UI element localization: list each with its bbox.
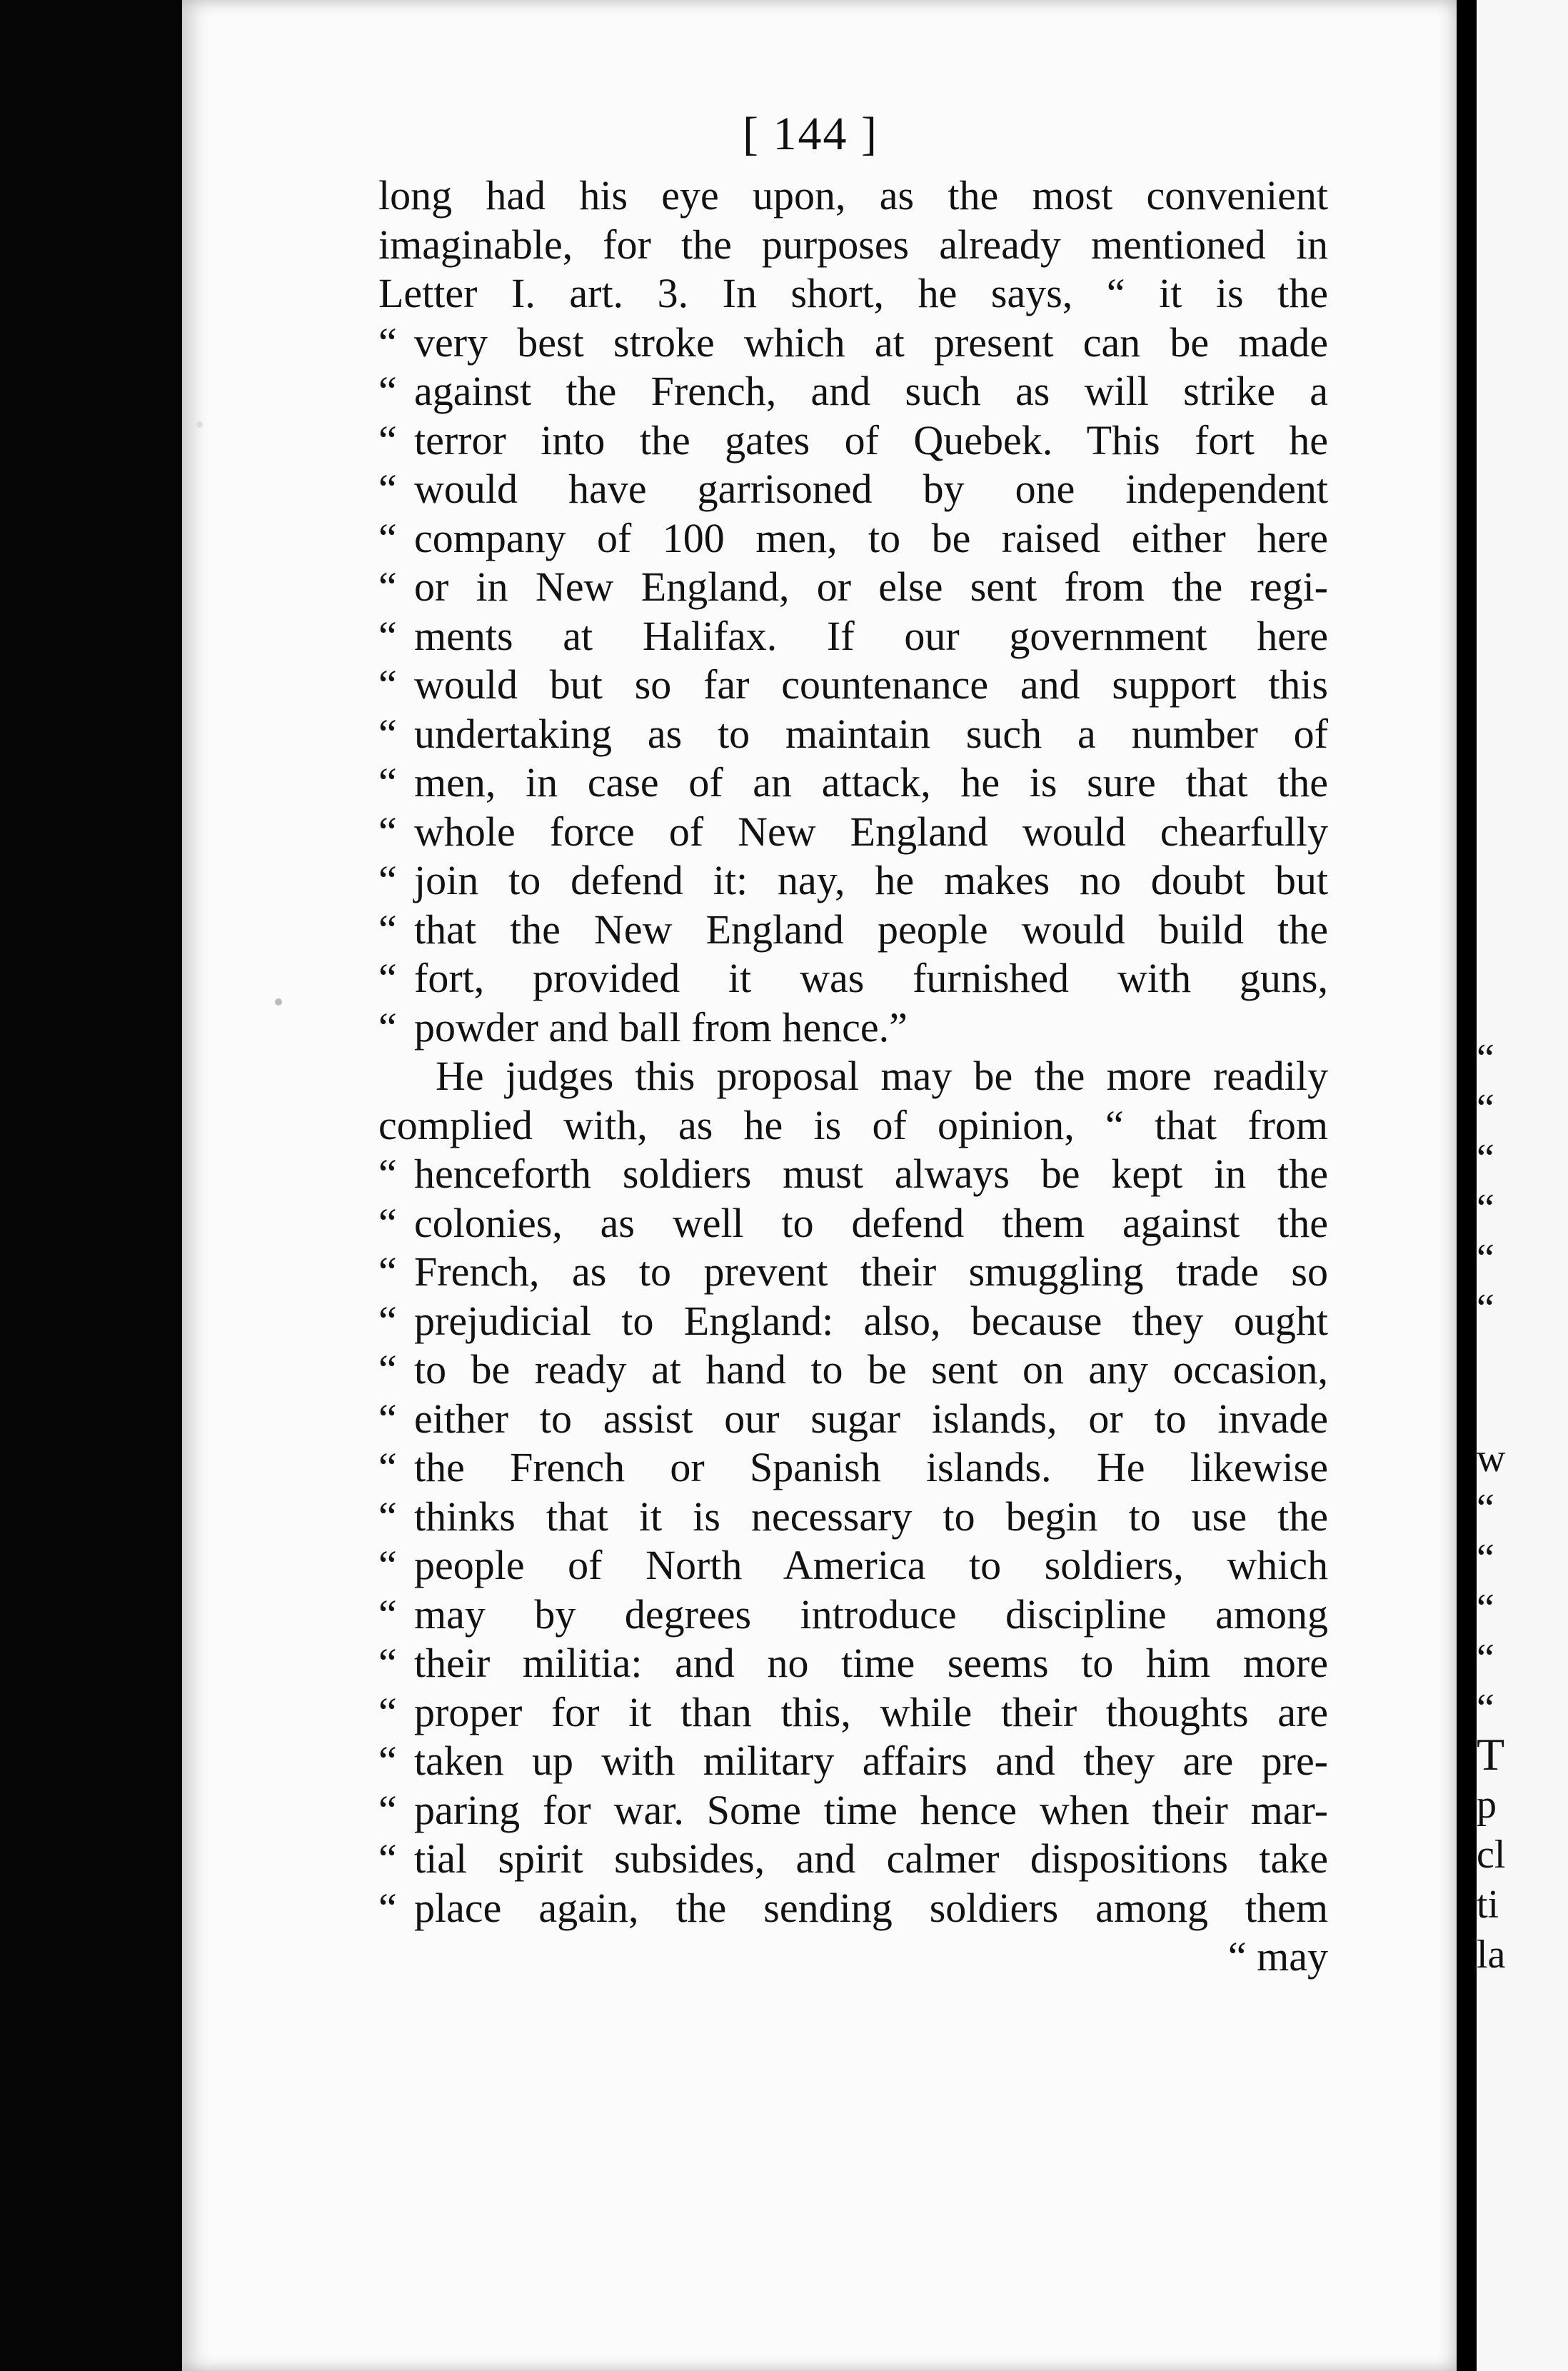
text-line: Letter I. art. 3. In short, he says, “ it is the: [378, 270, 1328, 316]
text-line: complied with, as he is of opinion, “ that from: [378, 1101, 1328, 1148]
text-line: “ that the New England people would build the: [378, 906, 1328, 953]
text-line: He judges this proposal may be the more readily: [436, 1053, 1328, 1099]
text-line: “ ments at Halifax. If our government here: [378, 612, 1328, 659]
text-line: “ join to defend it: nay, he makes no doubt but: [378, 857, 1328, 903]
text-line: “ very best stroke which at present can be made: [378, 319, 1328, 366]
paper-speck: [275, 998, 282, 1006]
fragment-text: T: [1477, 1729, 1505, 1780]
text-line: “ company of 100 men, to be raised either here: [378, 514, 1328, 561]
catchword: “ may: [1227, 1933, 1328, 1980]
fragment-text: “: [1477, 1536, 1494, 1580]
text-line: “ their militia: and no time seems to him more: [378, 1640, 1328, 1686]
text-line: long had his eye upon, as the most convenient: [378, 172, 1328, 219]
fragment-text: cl: [1477, 1833, 1506, 1877]
text-line: “ place again, the sending soldiers among them: [378, 1884, 1328, 1931]
text-line: “ taken up with military affairs and they are pre-: [378, 1738, 1328, 1784]
text-line: “ fort, provided it was furnished with guns,: [378, 955, 1328, 1001]
body-text: [378, 171, 1328, 1982]
text-line: “ paring for war. Some time hence when their mar-: [378, 1786, 1328, 1833]
paper-speck: [196, 421, 203, 428]
text-line: “ henceforth soldiers must always be kept in the: [378, 1151, 1328, 1197]
fragment-text: “: [1477, 1586, 1494, 1630]
fragment-text: “: [1477, 1286, 1494, 1330]
fragment-text: w: [1477, 1436, 1506, 1480]
fragment-text: “: [1477, 1686, 1494, 1730]
text-line: “ may by degrees introduce discipline among: [378, 1590, 1328, 1638]
fragment-text: “: [1477, 1236, 1494, 1280]
text-line: “ would but so far countenance and support this: [378, 661, 1328, 708]
text-line: “ French, as to prevent their smuggling trade so: [378, 1248, 1328, 1295]
text-line: “ either to assist our sugar islands, or to invade: [378, 1395, 1328, 1442]
text-line: “ tial spirit subsides, and calmer dispositions take: [378, 1835, 1328, 1882]
text-line: “ would have garrisoned by one independent: [378, 466, 1328, 512]
text-line: “ proper for it than this, while their thoughts are: [378, 1688, 1328, 1735]
text-line: “ terror into the gates of Quebek. This fort he: [378, 416, 1328, 463]
text-line: “ against the French, and such as will strike a: [378, 368, 1328, 414]
text-line: “ to be ready at hand to be sent on any occasion,: [378, 1346, 1328, 1393]
fragment-text: la: [1477, 1933, 1506, 1977]
text-line: “ whole force of New England would chearfully: [378, 808, 1328, 855]
scan-border-left: [0, 0, 182, 2371]
page-number: [ 144 ]: [743, 108, 878, 160]
book-gutter: [1457, 0, 1477, 2371]
text-line: “ the French or Spanish islands. He likewise: [378, 1444, 1328, 1490]
text-line: “ thinks that it is necessary to begin to use the: [378, 1493, 1328, 1540]
fragment-text: p: [1477, 1783, 1497, 1827]
text-line: imaginable, for the purposes already mentioned in: [378, 221, 1328, 268]
text-line: “ people of North America to soldiers, which: [378, 1542, 1328, 1588]
fragment-text: “: [1477, 1036, 1494, 1081]
text-line: “ powder and ball from hence.”: [378, 1003, 908, 1051]
fragment-text: ti: [1477, 1883, 1499, 1927]
fragment-text: “: [1477, 1186, 1494, 1230]
fragment-text: “: [1477, 1636, 1494, 1680]
fragment-text: “: [1477, 1136, 1494, 1181]
text-line: “ prejudicial to England: also, because they ought: [378, 1297, 1328, 1344]
text-line: “ undertaking as to maintain such a number of: [378, 710, 1328, 757]
text-line: “ men, in case of an attack, he is sure that the: [378, 759, 1328, 806]
fragment-text: “: [1477, 1486, 1494, 1530]
text-line: “ colonies, as well to defend them against the: [378, 1199, 1328, 1246]
text-line: “ or in New England, or else sent from the regi-: [378, 563, 1328, 610]
fragment-text: “: [1477, 1086, 1494, 1131]
